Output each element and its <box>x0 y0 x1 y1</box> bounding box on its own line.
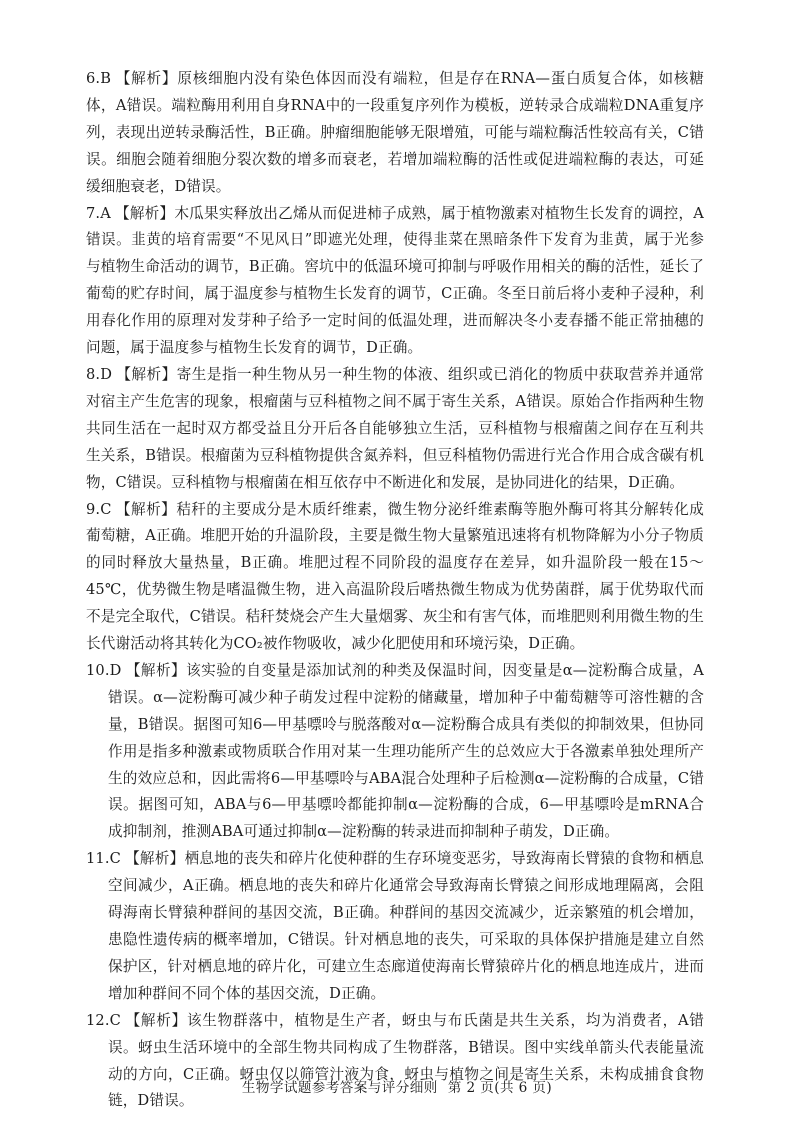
answer-number: 8.D <box>86 365 113 383</box>
answer-number: 10.D <box>86 661 122 679</box>
answer-number: 7.A <box>86 204 111 222</box>
answer-item-8 <box>86 362 704 497</box>
answer-number: 6.B <box>86 70 112 87</box>
answer-item-7 <box>86 201 704 362</box>
analysis-tag: 【解析】 <box>115 500 177 518</box>
answer-text: 栖息地的丧失和碎片化使种群的生存环境变恶劣，导致海南长臂猿的食物和栖息空间减少，A正确。栖息地的丧失和碎片化通常会导致海南长臂猿之间形成地理隔离，会阻碍海南长臂猿种群间的基因交流，B正确。种群间的基因交流减少，近亲繁殖的机会增加，患隐性遗传病的概率增加，C错误。针对栖息地的丧失，可采取的具体保护措施是建立自然保护区，针对栖息地的碎片化，可建立生态廊道使海南长臂猿碎片化的栖息地连成片，进而增加种群间不同个体的基因交流，D正确。 <box>108 850 704 1002</box>
analysis-tag: 【解析】 <box>115 70 178 87</box>
answer-item-11 <box>86 846 704 1007</box>
answer-text: 木瓜果实释放出乙烯从而促进柿子成熟，属于植物激素对植物生长发育的调控，A错误。韭黄的培育需要“不见风日”即遮光处理，使得韭菜在黑暗条件下发育为韭黄，属于光参与植物生命活动的调节，B正确。窖坑中的低温环境可抑制与呼吸作用相关的酶的活性，延长了葡萄的贮存时间，属于温度参与植物生长发育的调节，C正确。冬至日前后将小麦种子浸种，利用春化作用的原理对发芽种子给予一定时间的低温处理，进而解决冬小麦春播不能正常抽穗的问题，属于温度参与植物生长发育的调节，D正确。 <box>86 204 704 357</box>
answer-list <box>86 66 704 1115</box>
answer-text: 该生物群落中，植物是生产者，蚜虫与布氏菌是共生关系，均为消费者，A错误。蚜虫生活环境中的全部生物共同构成了生物群落，B错误。图中实线单箭头代表能量流动的方向，C正确。蚜虫仅以筛管汁液为食，蚜虫与植物之间是寄生关系，未构成捕食食物链，D错误。 <box>108 1011 704 1110</box>
answer-number: 9.C <box>86 500 112 518</box>
analysis-tag: 【解析】 <box>125 661 187 679</box>
analysis-tag: 【解析】 <box>124 1011 187 1029</box>
answer-item-6 <box>86 66 704 201</box>
page-number: 第 2 页(共 6 页) <box>447 1080 553 1096</box>
answer-text: 该实验的自变量是添加试剂的种类及保温时间，因变量是α—淀粉酶合成量，A错误。α—淀粉酶可减少种子萌发过程中淀粉的储藏量，增加种子中葡萄糖等可溶性糖的含量，B错误。据图可知6—甲基嘌呤与脱落酸对α—淀粉酶合成具有类似的抑制效果，但协同作用是指多种激素或物质联合作用对某一生理功能所产生的总效应大于各激素单独处理所产生的效应总和，因此需将6—甲基嘌呤与ABA混合处理种子后检测α—淀粉酶的合成量，C错误。据图可知，ABA与6—甲基嘌呤都能抑制α—淀粉酶的合成，6—甲基嘌呤是mRNA合成抑制剂，推测ABA可通过抑制α—淀粉酶的转录进而抑制种子萌发，D正确。 <box>108 661 704 841</box>
answer-item-12 <box>86 1008 704 1116</box>
analysis-tag: 【解析】 <box>124 850 185 868</box>
answer-text: 寄生是指一种生物从另一种生物的体液、组织或已消化的物质中获取营养并通常对宿主产生危害的现象，根瘤菌与豆科植物之间不属于寄生关系，A错误。原始合作指两种生物共同生活在一起时双方都受益且分开后各自能够独立生活，豆科植物与根瘤菌之间存在互利共生关系，B错误。根瘤菌为豆科植物提供含氮养料，但豆科植物仍需进行光合作用合成含碳有机物，C错误。豆科植物与根瘤菌在相互依存中不断进化和发展，是协同进化的结果，D正确。 <box>86 365 704 491</box>
answer-text: 秸秆的主要成分是木质纤维素，微生物分泌纤维素酶等胞外酶可将其分解转化成葡萄糖，A正确。堆肥开始的升温阶段，主要是微生物大量繁殖迅速将有机物降解为小分子物质的同时释放大量热量，B正确。堆肥过程不同阶段的温度存在差异，如升温阶段一般在15～45℃，优势微生物是嗜温微生物，进入高温阶段后嗜热微生物成为优势菌群，属于优势取代而不是完全取代，C错误。秸秆焚烧会产生大量烟雾、灰尘和有害气体，而堆肥则利用微生物的生长代谢活动将其转化为CO₂被作物吸收，减少化肥使用和环境污染，D正确。 <box>86 500 704 653</box>
answer-number: 11.C <box>86 850 121 868</box>
answer-item-10 <box>86 658 704 846</box>
answer-number: 12.C <box>86 1011 121 1029</box>
page-footer <box>0 1079 794 1097</box>
answer-item-9 <box>86 497 704 658</box>
footer-title: 生物学试题参考答案与评分细则 <box>241 1080 438 1096</box>
analysis-tag: 【解析】 <box>114 204 175 222</box>
analysis-tag: 【解析】 <box>116 365 177 383</box>
answer-text: 原核细胞内没有染色体因而没有端粒，但是存在RNA—蛋白质复合体，如核糖体，A错误。端粒酶用利用自身RNA中的一段重复序列作为模板，逆转录合成端粒DNA重复序列，表现出逆转录酶活性，B正确。肿瘤细胞能够无限增殖，可能与端粒酶活性较高有关，C错误。细胞会随着细胞分裂次数的增多而衰老，若增加端粒酶的活性或促进端粒酶的表达，可延缓细胞衰老，D错误。 <box>86 70 704 195</box>
